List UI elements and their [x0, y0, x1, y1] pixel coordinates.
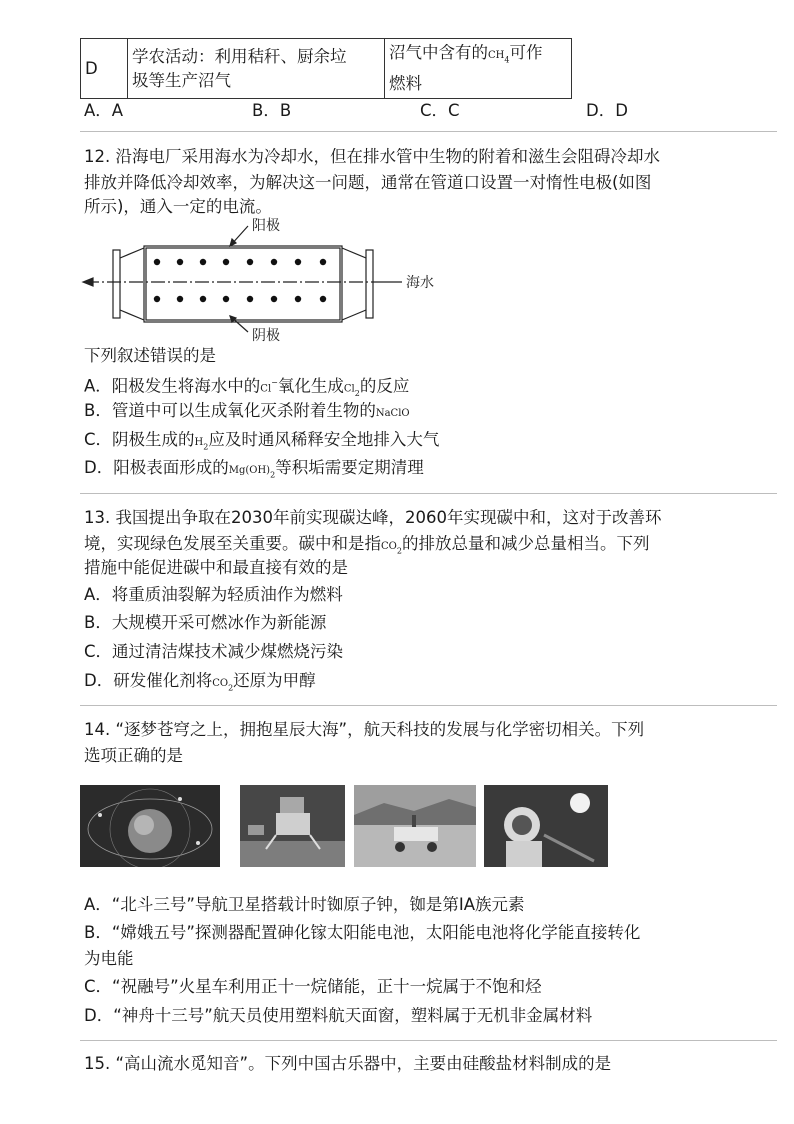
activity-cell [128, 39, 385, 99]
knowledge-line-1 [389, 41, 567, 72]
option-b[interactable]: B．B [252, 101, 292, 120]
q13-stem-3: 措施中能促进碳中和最直接有效的是 [84, 558, 348, 577]
cathode-label: 阴极 [252, 328, 280, 342]
knowledge-text: 可作 [509, 43, 543, 62]
option-text: 等积垢需要定期清理 [275, 458, 424, 477]
q13-option-a[interactable]: A．将重质油裂解为轻质油作为燃料 [84, 585, 343, 604]
stem-text: 的排放总量和减少总量相当。下列 [401, 534, 650, 553]
q13-option-d[interactable] [84, 670, 316, 699]
table-row [81, 39, 572, 99]
chem-subscript: 2 [354, 388, 360, 398]
q13-option-c[interactable]: C．通过清洁煤技术减少煤燃烧污染 [84, 642, 344, 661]
q13-option-b[interactable]: B．大规模开采可燃冰作为新能源 [84, 613, 327, 632]
change5-lander-image [240, 785, 345, 867]
q12-option-d[interactable] [84, 457, 424, 486]
option-a[interactable]: A．A [84, 101, 124, 120]
chem-formula: Cl [260, 383, 272, 395]
q12-stem-1: 12. 沿海电厂采用海水为冷却水，但在排水管中生物的附着和滋生会阻碍冷却水 [84, 147, 660, 166]
divider [80, 705, 777, 706]
row-letter: D [81, 39, 128, 99]
option-text: 氧化生成 [277, 376, 344, 396]
divider [80, 131, 777, 132]
chem-subscript: 2 [396, 546, 402, 556]
q13-stem-1: 13. 我国提出争取在2030年前实现碳达峰，2060年实现碳中和，这对于改善环 [84, 508, 662, 527]
chem-formula: Mg(OH) [228, 465, 271, 476]
option-text: D．研发催化剂将 [84, 671, 213, 690]
q14-stem-1: 14. “逐梦苍穹之上，拥抱星辰大海”，航天科技的发展与化学密切相关。下列 [84, 720, 645, 739]
knowledge-line-2: 燃料 [389, 74, 422, 94]
chem-subscript: 4 [504, 55, 510, 65]
option-d[interactable]: D．D [586, 101, 628, 120]
q12-stem-3: 所示)，通入一定的电流。 [84, 197, 272, 216]
q12-prompt: 下列叙述错误的是 [84, 346, 216, 365]
chem-formula: H [194, 437, 204, 448]
stem-text: 境，实现绿色发展至关重要。碳中和是指 [84, 534, 381, 553]
activity-line-1: 学农活动：利用秸秆、厨余垃 [132, 46, 347, 66]
q14-option-a[interactable]: A．“北斗三号”导航卫星搭载计时铷原子钟，铷是第ⅠA族元素 [84, 895, 525, 914]
option-text: D．阳极表面形成的 [84, 458, 229, 477]
q14-option-b-cont: 为电能 [84, 949, 134, 968]
chem-formula: Cl [343, 383, 355, 395]
zhurong-rover-image [354, 785, 476, 867]
divider [80, 1040, 777, 1041]
q14-option-b[interactable]: B．“嫦娥五号”探测器配置砷化镓太阳能电池，太阳能电池将化学能直接转化 [84, 923, 641, 942]
anode-label: 阳极 [252, 218, 280, 234]
activity-line-2: 圾等生产沼气 [132, 70, 231, 90]
chem-subscript: 2 [270, 470, 276, 480]
q14-option-d[interactable]: D．“神舟十三号”航天员使用塑料航天面窗，塑料属于无机非金属材料 [84, 1006, 593, 1025]
electrode-diagram [80, 212, 460, 342]
chem-subscript: 2 [203, 442, 209, 452]
q12-option-b[interactable] [84, 400, 410, 425]
option-c[interactable]: C．C [420, 101, 460, 120]
option-text: 的反应 [359, 376, 410, 396]
chem-subscript: 2 [228, 683, 234, 693]
chem-formula: CO [381, 541, 397, 552]
option-text: B．管道中可以生成氧化灭杀附着生物的 [84, 401, 376, 420]
chem-formula: CO [212, 678, 229, 689]
q14-option-c[interactable]: C．“祝融号”火星车利用正十一烷储能，正十一烷属于不饱和烃 [84, 977, 542, 996]
q12-stem-2: 排放并降低冷却效率，为解决这一问题，通常在管道口设置一对惰性电极(如图 [84, 173, 652, 192]
chem-formula: CH [488, 50, 505, 61]
chem-formula: NaClO [375, 408, 410, 419]
seawater-label: 海水 [406, 275, 434, 291]
option-text: 还原为甲醇 [233, 671, 316, 690]
option-text: 应及时通风稀释安全地排入大气 [208, 430, 440, 449]
beidou-satellite-image [80, 785, 220, 867]
shenzhou13-astronaut-image [484, 785, 608, 867]
q14-stem-2: 选项正确的是 [84, 746, 183, 765]
q15-stem: 15. “高山流水觅知音”。下列中国古乐器中，主要由硅酸盐材料制成的是 [84, 1054, 612, 1073]
knowledge-cell [385, 39, 572, 99]
option-text: A．阳极发生将海水中的 [84, 376, 261, 396]
q12-option-c[interactable] [84, 429, 439, 458]
answer-table [80, 38, 572, 99]
option-text: C．阴极生成的 [84, 430, 195, 449]
chem-superscript: − [271, 378, 278, 387]
divider [80, 493, 777, 494]
knowledge-text: 沼气中含有的 [389, 43, 488, 62]
